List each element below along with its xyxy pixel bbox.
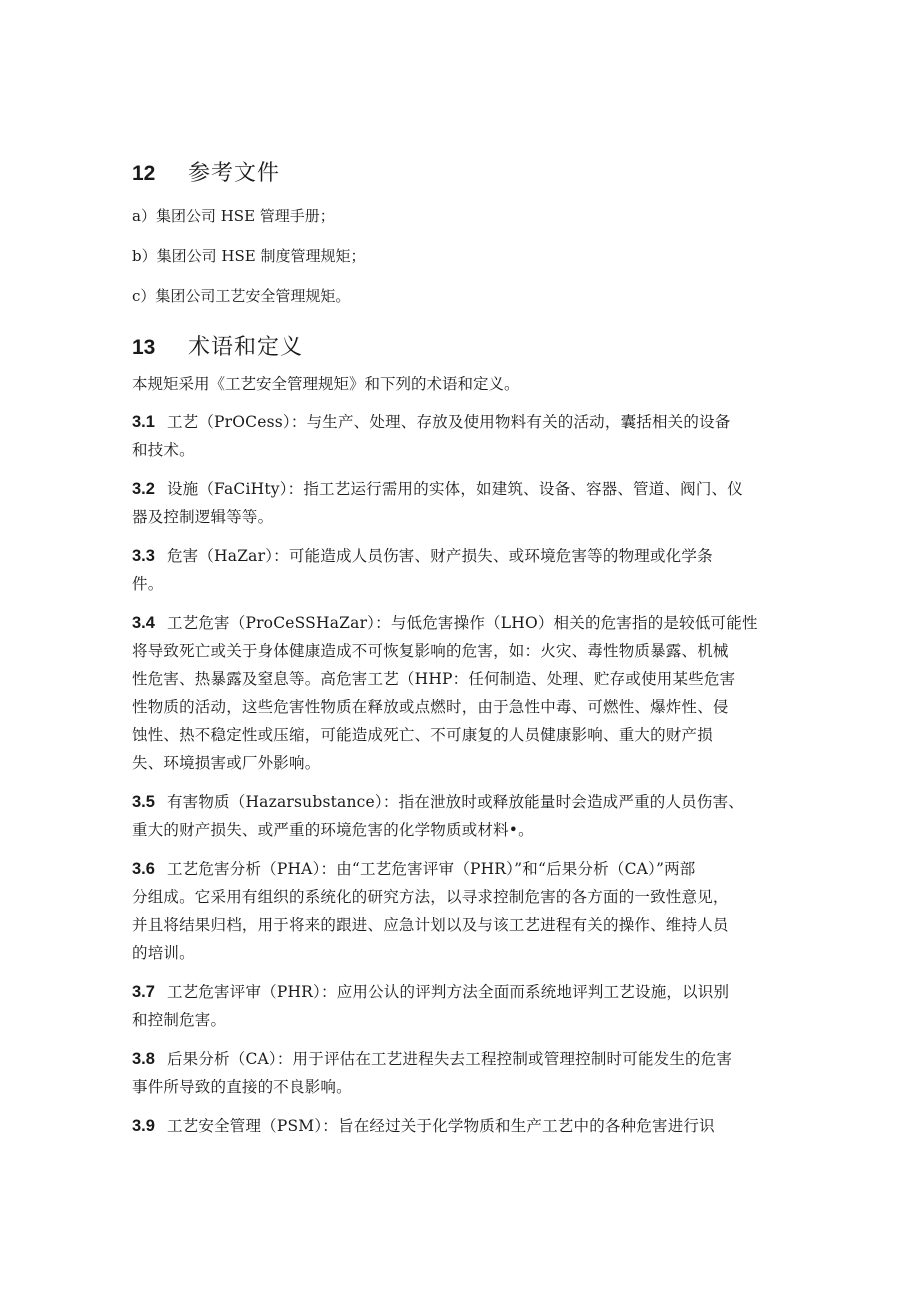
term-3-4: [132, 609, 790, 777]
section-title: 术语和定义: [188, 335, 304, 360]
term-line: 有害物质（Hazarsubstance）：指在泄放时或释放能量时会造成严重的人员伤害、: [166, 793, 744, 811]
term-line: 工艺（PrOCess）：与生产、处理、存放及使用物料有关的活动，囊括相关的设备: [166, 413, 731, 431]
term-3-5: [132, 788, 790, 844]
term-line: 事件所导致的直接的不良影响。: [132, 1078, 352, 1096]
term-line: 并且将结果归档，用于将来的跟进、应急计划以及与该工艺进程有关的操作、维持人员: [132, 916, 729, 934]
term-line: 蚀性、热不稳定性或压缩，可能造成死亡、不可康复的人员健康影响、重大的财产损: [132, 726, 713, 744]
term-line: 工艺安全管理（PSM）：旨在经过关于化学物质和生产工艺中的各种危害进行识: [166, 1117, 715, 1135]
reference-item: a）集团公司 HSE 管理手册；: [132, 207, 335, 225]
term-line: 失、环境损害或厂外影响。: [132, 754, 321, 772]
term-line: 和控制危害。: [132, 1011, 227, 1029]
term-line: 设施（FaCiHty）：指工艺运行需用的实体，如建筑、设备、容器、管道、阀门、仪: [166, 480, 743, 498]
term-line: 重大的财产损失、或严重的环境危害的化学物质或材料•。: [132, 821, 534, 839]
term-number: 3.4: [132, 614, 155, 632]
term-number: 3.7: [132, 983, 155, 1001]
term-3-1: [132, 408, 790, 464]
term-number: 3.1: [132, 413, 155, 431]
section-12-heading: [132, 156, 790, 192]
term-line: 危害（HaZar）：可能造成人员伤害、财产损失、或环境危害等的物理或化学条: [166, 547, 713, 565]
term-3-7: [132, 978, 790, 1034]
term-line: 性物质的活动，这些危害性物质在释放或点燃时，由于急性中毒、可燃性、爆炸性、侵: [132, 698, 729, 716]
term-number: 3.5: [132, 793, 155, 811]
term-number: 3.3: [132, 547, 155, 565]
term-line: 性危害、热暴露及窒息等。高危害工艺（HHP：任何制造、处理、贮存或使用某些危害: [132, 670, 736, 688]
term-number: 3.6: [132, 860, 155, 878]
term-line: 工艺危害分析（PHA）：由“工艺危害评审（PHR）”和“后果分析（CA）”两部: [166, 860, 696, 878]
intro-paragraph: 本规矩采用《工艺安全管理规矩》和下列的术语和定义。: [132, 375, 520, 393]
term-line: 件。: [132, 575, 164, 593]
term-line: 器及控制逻辑等等。: [132, 508, 274, 526]
term-line: 分组成。它采用有组织的系统化的研究方法，以寻求控制危害的各方面的一致性意见，: [132, 888, 729, 906]
reference-item: b）集团公司 HSE 制度管理规矩；: [132, 247, 366, 265]
section-title: 参考文件: [188, 161, 281, 186]
term-line: 后果分析（CA）：用于评估在工艺进程失去工程控制或管理控制时可能发生的危害: [166, 1050, 733, 1068]
section-number: 13: [132, 336, 156, 359]
term-3-6: [132, 855, 790, 967]
section-number: 12: [132, 162, 156, 185]
term-line: 和技术。: [132, 441, 195, 459]
section-13-heading: [132, 330, 790, 364]
term-number: 3.2: [132, 480, 155, 498]
term-3-3: [132, 542, 790, 598]
reference-item: c）集团公司工艺安全管理规矩。: [132, 287, 351, 305]
term-3-9: [132, 1112, 790, 1140]
term-line: 工艺危害评审（PHR）：应用公认的评判方法全面而系统地评判工艺设施，以识别: [166, 983, 730, 1001]
term-3-8: [132, 1045, 790, 1101]
document-content: [132, 156, 790, 1140]
term-number: 3.9: [132, 1117, 155, 1135]
term-3-2: [132, 475, 790, 531]
term-line: 将导致死亡或关于身体健康造成不可恢复影响的危害，如：火灾、毒性物质暴露、机械: [132, 642, 729, 660]
term-line: 的培训。: [132, 944, 195, 962]
term-number: 3.8: [132, 1050, 155, 1068]
term-line: 工艺危害（ProCeSSHaZar）：与低危害操作（LHO）相关的危害指的是较低可能性: [166, 614, 758, 632]
